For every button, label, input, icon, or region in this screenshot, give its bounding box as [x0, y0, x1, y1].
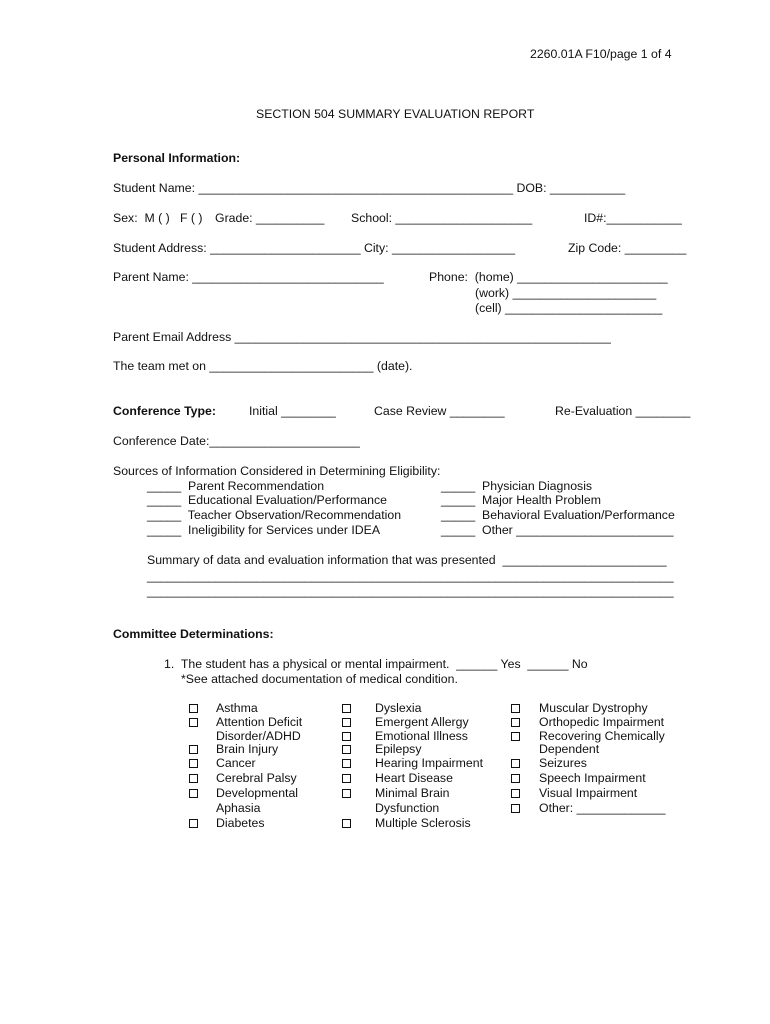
sex-field[interactable]: Sex: M ( ) F ( )	[113, 211, 203, 225]
condition-label: Seizures	[539, 756, 587, 770]
school-field[interactable]: School: ____________________	[351, 211, 533, 225]
condition-label: Muscular Dystrophy	[539, 701, 648, 715]
source-item[interactable]: _____ Other _______________________	[441, 523, 674, 537]
condition-label: Asthma	[216, 701, 258, 715]
sources-heading: Sources of Information Considered in Determining Eligibility:	[113, 464, 441, 478]
checkbox[interactable]	[511, 789, 520, 798]
checkbox[interactable]	[189, 789, 198, 798]
condition-label: Epilepsy	[375, 742, 422, 756]
source-item[interactable]: _____ Ineligibility for Services under IDEA	[147, 523, 381, 537]
phone-work-field[interactable]: (work) _____________________	[475, 286, 657, 300]
checkbox[interactable]	[189, 718, 198, 727]
conference-initial-field[interactable]: Initial ________	[249, 404, 336, 418]
condition-label: Dysfunction	[375, 801, 440, 815]
document-title: SECTION 504 SUMMARY EVALUATION REPORT	[256, 107, 535, 121]
condition-label: Dyslexia	[375, 701, 422, 715]
condition-label: Recovering Chemically	[539, 729, 665, 743]
checkbox[interactable]	[189, 745, 198, 754]
summary-line[interactable]: _____________________________________________________________________________	[147, 569, 674, 583]
checkbox[interactable]	[342, 732, 351, 741]
checkbox[interactable]	[189, 759, 198, 768]
condition-label: Aphasia	[216, 801, 261, 815]
checkbox[interactable]	[342, 774, 351, 783]
id-field[interactable]: ID#:___________	[584, 211, 682, 225]
conference-type-label: Conference Type:	[113, 404, 216, 418]
condition-label: Cancer	[216, 756, 256, 770]
condition-label: Minimal Brain	[375, 786, 450, 800]
checkbox[interactable]	[511, 774, 520, 783]
source-item[interactable]: _____ Behavioral Evaluation/Performance	[441, 508, 675, 522]
condition-label: Dependent	[539, 742, 600, 756]
committee-heading: Committee Determinations:	[113, 627, 274, 641]
phone-home-field[interactable]: Phone: (home) ______________________	[429, 270, 668, 284]
checkbox[interactable]	[342, 745, 351, 754]
condition-label: Attention Deficit	[216, 715, 303, 729]
conference-case-review-field[interactable]: Case Review ________	[374, 404, 505, 418]
checkbox[interactable]	[511, 718, 520, 727]
checkbox[interactable]	[189, 819, 198, 828]
condition-label: Orthopedic Impairment	[539, 715, 665, 729]
condition-label: Brain Injury	[216, 742, 279, 756]
source-item[interactable]: _____ Major Health Problem	[441, 493, 601, 507]
condition-label: Hearing Impairment	[375, 756, 483, 770]
checkbox[interactable]	[342, 704, 351, 713]
checkbox[interactable]	[342, 819, 351, 828]
parent-email-field[interactable]: Parent Email Address _______________________________________________________	[113, 330, 611, 344]
checkbox[interactable]	[342, 759, 351, 768]
source-item[interactable]: _____ Physician Diagnosis	[441, 479, 593, 493]
impairment-note: *See attached documentation of medical condition.	[181, 672, 458, 686]
condition-label: Multiple Sclerosis	[375, 816, 471, 830]
student-name-field[interactable]: Student Name: ______________________________________________ DOB: ___________	[113, 181, 626, 195]
summary-field[interactable]: Summary of data and evaluation information that was presented ________________________	[147, 553, 667, 567]
condition-label: Disorder/ADHD	[216, 729, 301, 743]
checkbox[interactable]	[511, 759, 520, 768]
condition-label: Developmental	[216, 786, 299, 800]
condition-label: Diabetes	[216, 816, 265, 830]
checkbox[interactable]	[189, 774, 198, 783]
source-item[interactable]: _____ Teacher Observation/Recommendation	[147, 508, 402, 522]
checkbox[interactable]	[342, 789, 351, 798]
checkbox[interactable]	[189, 704, 198, 713]
impairment-question[interactable]: 1. The student has a physical or mental impairment. ______ Yes ______ No	[164, 657, 588, 671]
condition-label: Other: _____________	[539, 801, 666, 815]
conference-re-evaluation-field[interactable]: Re-Evaluation ________	[555, 404, 691, 418]
checkbox[interactable]	[511, 804, 520, 813]
checkbox[interactable]	[342, 718, 351, 727]
personal-info-heading: Personal Information:	[113, 151, 241, 165]
condition-label: Visual Impairment	[539, 786, 638, 800]
phone-cell-field[interactable]: (cell) _______________________	[475, 301, 663, 315]
source-item[interactable]: _____ Educational Evaluation/Performance	[147, 493, 387, 507]
conference-date-field[interactable]: Conference Date:______________________	[113, 434, 360, 448]
zip-code-field[interactable]: Zip Code: _________	[568, 241, 687, 255]
condition-label: Heart Disease	[375, 771, 453, 785]
page-reference: 2260.01A F10/page 1 of 4	[530, 47, 672, 61]
checkbox[interactable]	[511, 704, 520, 713]
condition-label: Speech Impairment	[539, 771, 646, 785]
condition-label: Emergent Allergy	[375, 715, 469, 729]
summary-line[interactable]: _____________________________________________________________________________	[147, 584, 674, 598]
condition-label: Cerebral Palsy	[216, 771, 297, 785]
grade-field[interactable]: Grade: __________	[215, 211, 325, 225]
source-item[interactable]: _____ Parent Recommendation	[147, 479, 325, 493]
student-address-field[interactable]: Student Address: ______________________ City: __________________	[113, 241, 516, 255]
checkbox[interactable]	[511, 732, 520, 741]
condition-label: Emotional Illness	[375, 729, 468, 743]
team-met-date-field[interactable]: The team met on ________________________ (date).	[113, 359, 413, 373]
parent-name-field[interactable]: Parent Name: ____________________________	[113, 270, 384, 284]
